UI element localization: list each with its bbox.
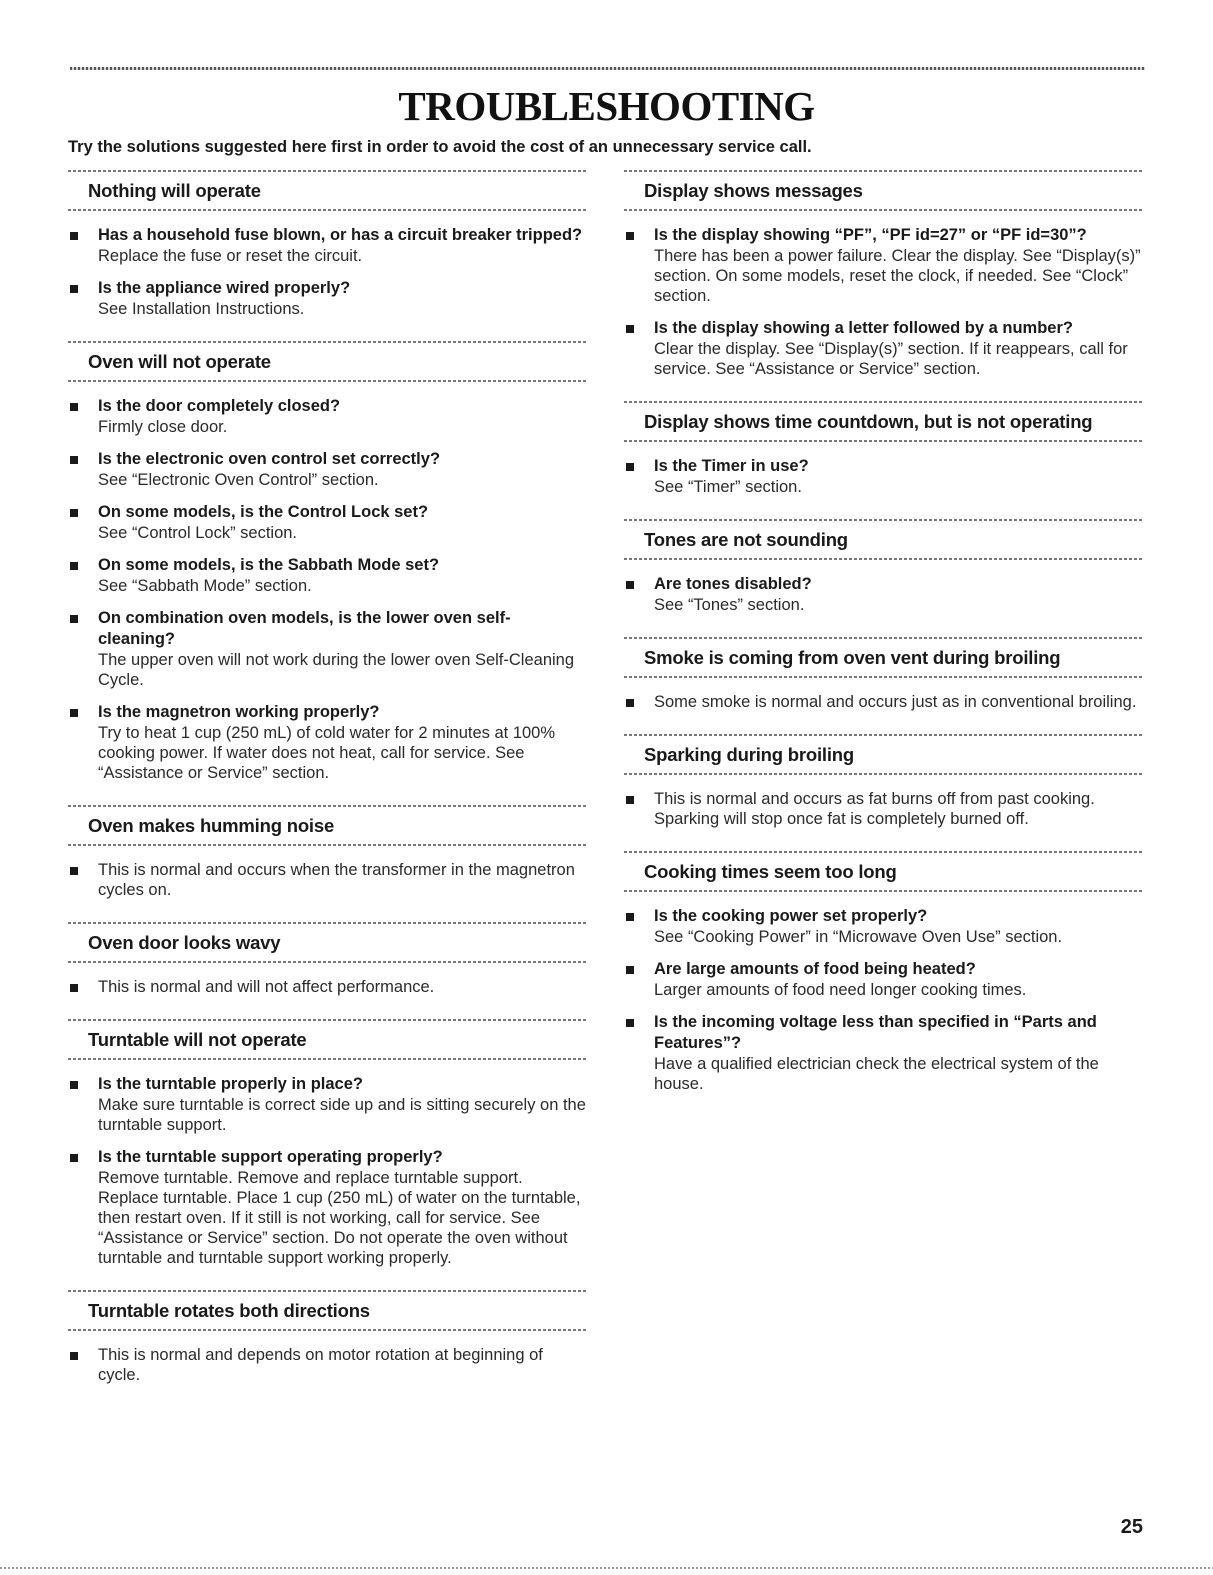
list-item: [68, 608, 586, 690]
item-list: [68, 225, 586, 319]
section-divider: [68, 1329, 586, 1331]
section-title: Cooking times seem too long: [644, 861, 897, 882]
answer-text: This is normal and will not affect performance.: [98, 978, 435, 996]
answer-text: See “Sabbath Mode” section.: [98, 577, 312, 595]
question-text: Is the electronic oven control set correctly?: [98, 450, 441, 468]
question-text: Is the turntable support operating properly?: [98, 1148, 443, 1166]
answer-text: See “Control Lock” section.: [98, 524, 298, 542]
question-text: Is the appliance wired properly?: [98, 279, 351, 297]
answer-text: Have a qualified electrician check the electrical system of the house.: [654, 1055, 1099, 1093]
troubleshooting-section: [68, 341, 586, 783]
answer-text: Firmly close door.: [98, 418, 228, 436]
list-item: [68, 396, 586, 437]
section-divider: [68, 961, 586, 963]
list-item: [68, 977, 586, 997]
square-bullet-icon: [626, 581, 634, 589]
answer-text: Try to heat 1 cup (250 mL) of cold water for 2 minutes at 100% cooking power. If water does not heat, call for service. See “Assistance or Service” section.: [98, 724, 556, 782]
list-item: [624, 318, 1142, 379]
answer-text: See “Tones” section.: [654, 596, 805, 614]
list-item: [624, 456, 1142, 497]
square-bullet-icon: [70, 615, 78, 623]
section-divider: [68, 209, 586, 211]
answer-text: The upper oven will not work during the lower oven Self-Cleaning Cycle.: [98, 651, 575, 689]
square-bullet-icon: [626, 232, 634, 240]
section-title: Turntable rotates both directions: [88, 1300, 370, 1321]
square-bullet-icon: [70, 1352, 78, 1360]
top-rule: [70, 67, 1145, 70]
list-item: [68, 555, 586, 596]
square-bullet-icon: [626, 913, 634, 921]
section-title: Tones are not sounding: [644, 529, 848, 550]
answer-text: Remove turntable. Remove and replace turntable support. Replace turntable. Place 1 cup (250 mL) of water on the turntable, then restart oven. If it still is not working, call for service. See “Assistance or Service” section. Do not operate the oven without turntable and turntable support working properly.: [98, 1169, 581, 1267]
question-text: Are tones disabled?: [654, 575, 812, 593]
section-title: Nothing will operate: [88, 180, 261, 201]
square-bullet-icon: [70, 1154, 78, 1162]
troubleshooting-section: [68, 1290, 586, 1385]
item-list: [68, 860, 586, 900]
answer-text: Clear the display. See “Display(s)” section. If it reappears, call for service. See “Assistance or Service” section.: [654, 340, 1128, 378]
list-item: [624, 225, 1142, 306]
answer-text: See “Cooking Power” in “Microwave Oven Use” section.: [654, 928, 1063, 946]
section-divider: [624, 890, 1142, 892]
item-list: [624, 225, 1142, 379]
section-title: Display shows time countdown, but is not operating: [644, 411, 1093, 432]
answer-text: This is normal and occurs as fat burns off from past cooking. Sparking will stop once fat is completely burned off.: [654, 790, 1095, 828]
question-text: On some models, is the Control Lock set?: [98, 503, 429, 521]
square-bullet-icon: [70, 984, 78, 992]
section-title: Oven makes humming noise: [88, 815, 335, 836]
intro-text: Try the solutions suggested here first in order to avoid the cost of an unnecessary service call.: [68, 138, 812, 156]
section-title: Sparking during broiling: [644, 744, 855, 765]
section-title: Oven will not operate: [88, 351, 271, 372]
square-bullet-icon: [626, 796, 634, 804]
list-item: [624, 959, 1142, 1000]
troubleshooting-section: [68, 170, 586, 319]
section-title: Smoke is coming from oven vent during broiling: [644, 647, 1061, 668]
question-text: Is the cooking power set properly?: [654, 907, 928, 925]
troubleshooting-section: [624, 851, 1142, 1094]
question-text: Is the display showing a letter followed by a number?: [654, 319, 1073, 337]
section-divider: [624, 558, 1142, 560]
square-bullet-icon: [70, 1081, 78, 1089]
square-bullet-icon: [70, 867, 78, 875]
troubleshooting-section: [624, 401, 1142, 497]
list-item: [68, 278, 586, 319]
item-list: [624, 456, 1142, 497]
question-text: Is the magnetron working properly?: [98, 703, 380, 721]
answer-text: See “Timer” section.: [654, 478, 802, 496]
section-divider: [624, 209, 1142, 211]
troubleshooting-section: [624, 734, 1142, 829]
question-text: Has a household fuse blown, or has a circuit breaker tripped?: [98, 226, 583, 244]
question-text: Is the incoming voltage less than specified in “Parts and Features”?: [654, 1013, 1097, 1052]
section-divider: [68, 1058, 586, 1060]
square-bullet-icon: [626, 463, 634, 471]
list-item: [624, 574, 1142, 615]
section-divider: [624, 676, 1142, 678]
section-title: Oven door looks wavy: [88, 932, 281, 953]
section-title: Display shows messages: [644, 180, 863, 201]
section-title: Turntable will not operate: [88, 1029, 307, 1050]
item-list: [68, 1345, 586, 1385]
item-list: [624, 906, 1142, 1094]
list-item: [68, 1074, 586, 1135]
square-bullet-icon: [70, 509, 78, 517]
square-bullet-icon: [70, 562, 78, 570]
list-item: [68, 449, 586, 490]
bottom-rule: [0, 1567, 1213, 1569]
list-item: [68, 1147, 586, 1268]
troubleshooting-section: [68, 805, 586, 900]
list-item: [624, 906, 1142, 947]
answer-text: There has been a power failure. Clear the display. See “Display(s)” section. On some models, reset the clock, if needed. See “Clock” section.: [654, 247, 1141, 305]
question-text: On some models, is the Sabbath Mode set?: [98, 556, 440, 574]
item-list: [68, 1074, 586, 1268]
page-title: TROUBLESHOOTING: [398, 83, 815, 129]
square-bullet-icon: [626, 1019, 634, 1027]
list-item: [624, 1012, 1142, 1094]
list-item: [68, 702, 586, 783]
square-bullet-icon: [626, 325, 634, 333]
answer-text: Some smoke is normal and occurs just as in conventional broiling.: [654, 693, 1137, 711]
answer-text: This is normal and occurs when the transformer in the magnetron cycles on.: [98, 861, 575, 899]
answer-text: This is normal and depends on motor rotation at beginning of cycle.: [98, 1346, 543, 1384]
question-text: Are large amounts of food being heated?: [654, 960, 976, 978]
answer-text: See Installation Instructions.: [98, 300, 305, 318]
item-list: [624, 692, 1142, 712]
answer-text: See “Electronic Oven Control” section.: [98, 471, 379, 489]
list-item: [68, 225, 586, 266]
square-bullet-icon: [70, 456, 78, 464]
troubleshooting-section: [68, 1019, 586, 1268]
item-list: [68, 396, 586, 783]
right-column: [624, 170, 1142, 1116]
item-list: [624, 789, 1142, 829]
section-divider: [68, 844, 586, 846]
list-item: [624, 692, 1142, 712]
question-text: Is the display showing “PF”, “PF id=27” or “PF id=30”?: [654, 226, 1087, 244]
square-bullet-icon: [70, 285, 78, 293]
troubleshooting-section: [624, 170, 1142, 379]
list-item: [68, 1345, 586, 1385]
question-text: On combination oven models, is the lower oven self-cleaning?: [98, 609, 511, 648]
list-item: [624, 789, 1142, 829]
square-bullet-icon: [626, 966, 634, 974]
question-text: Is the door completely closed?: [98, 397, 341, 415]
left-column: [68, 170, 586, 1407]
section-divider: [68, 380, 586, 382]
list-item: [68, 860, 586, 900]
question-text: Is the Timer in use?: [654, 457, 809, 475]
square-bullet-icon: [626, 699, 634, 707]
troubleshooting-section: [68, 922, 586, 997]
troubleshooting-section: [624, 519, 1142, 615]
square-bullet-icon: [70, 709, 78, 717]
answer-text: Replace the fuse or reset the circuit.: [98, 247, 363, 265]
answer-text: Larger amounts of food need longer cooking times.: [654, 981, 1027, 999]
question-text: Is the turntable properly in place?: [98, 1075, 363, 1093]
section-divider: [624, 440, 1142, 442]
answer-text: Make sure turntable is correct side up and is sitting securely on the turntable support.: [98, 1096, 586, 1134]
square-bullet-icon: [70, 403, 78, 411]
square-bullet-icon: [70, 232, 78, 240]
item-list: [68, 977, 586, 997]
list-item: [68, 502, 586, 543]
page-number: 25: [1120, 1516, 1143, 1538]
troubleshooting-section: [624, 637, 1142, 712]
item-list: [624, 574, 1142, 615]
section-divider: [624, 773, 1142, 775]
